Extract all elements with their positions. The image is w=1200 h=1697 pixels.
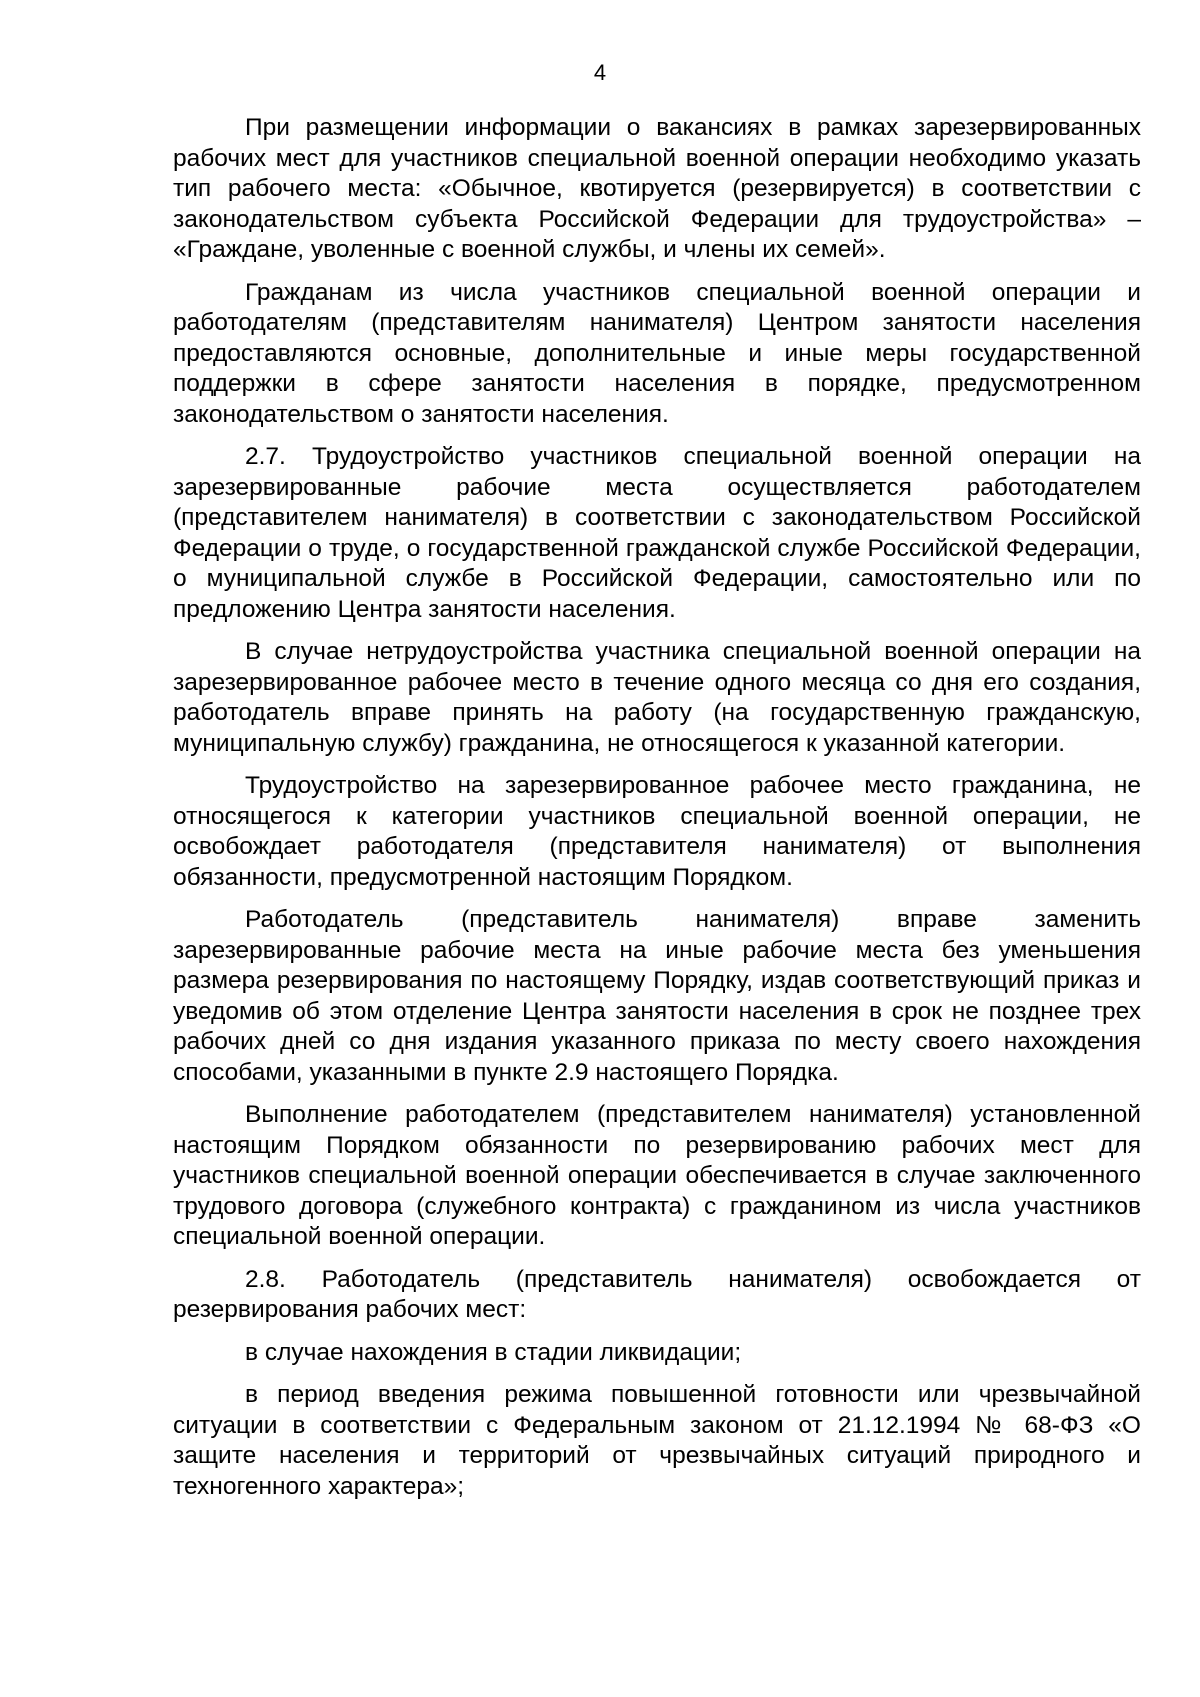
paragraph-obligation-fulfilled: Выполнение работодателем (представителем нанимателя) установленной настоящим Порядком обязанности по резервированию рабочих мест для участников специальной военной операции обеспечивается в случае заключенного трудового договора (служебного контракта) с гражданином из числа участников специальной военной операции. [173,1101,1141,1250]
paragraph-support-measures: Гражданам из числа участников специальной военной операции и работодателям (представителям нанимателя) Центром занятости населения предоставляются основные, дополнительные и иные меры государственной поддержки в сфере занятости населения в порядке, предусмотренном законодательством о занятости населения. [173,278,1141,428]
paragraph-replace-workplaces: Работодатель (представитель нанимателя) вправе заменить зарезервированные рабочие места на иные рабочие места без уменьшения размера резервирования по настоящему Порядку, издав соответствующий приказ и уведомив об этом отделение Центра занятости населения в срок не позднее трех рабочих дней со дня издания указанного приказа по месту своего нахождения способами, указанными в пункте 2.9 настоящего Порядка. [173,906,1141,1086]
paragraph-2-7-employment: 2.7. Трудоустройство участников специальной военной операции на зарезервированные рабочие места осуществляется работодателем (представителем нанимателя) в соответствии с законодательством Российской Федерации о труде, о государственной гражданской службе Российской Федерации, о муниципальной службе в Российской Федерации, самостоятельно или по предложению Центра занятости населения. [173,443,1141,623]
page-number: 4 [593,60,607,85]
paragraph-employment-other-citizen: Трудоустройство на зарезервированное рабочее место гражданина, не относящегося к категории участников специальной военной операции, не освобождает работодателя (представителя нанимателя) от выполнения обязанности, предусмотренной настоящим Порядком. [173,772,1141,891]
paragraph-emergency-regime: в период введения режима повышенной готовности или чрезвычайной ситуации в соответствии с Федеральным законом от 21.12.1994 № 68-ФЗ «О защите населения и территорий от чрезвычайных ситуаций природного и техногенного характера»; [173,1381,1141,1500]
document-body [173,113,1141,1514]
paragraph-liquidation: в случае нахождения в стадии ликвидации; [245,1338,742,1366]
paragraph-vacancy-info: При размещении информации о вакансиях в рамках зарезервированных рабочих мест для участников специальной военной операции необходимо указать тип рабочего места: «Обычное, квотируется (резервируется) в соответствии с законодательством субъекта Российской Федерации для трудоустройства» – «Граждане, уволенные с военной службы, и члены их семей». [173,114,1141,263]
paragraph-non-employment-case: В случае нетрудоустройства участника специальной военной операции на зарезервированное рабочее место в течение одного месяца со дня его создания, работодатель вправе принять на работу (на государственную гражданскую, муниципальную службу) гражданина, не относящегося к указанной категории. [173,638,1141,757]
paragraph-2-8-exemption: 2.8. Работодатель (представитель нанимателя) освобождается от резервирования рабочих мест: [173,1265,1141,1323]
